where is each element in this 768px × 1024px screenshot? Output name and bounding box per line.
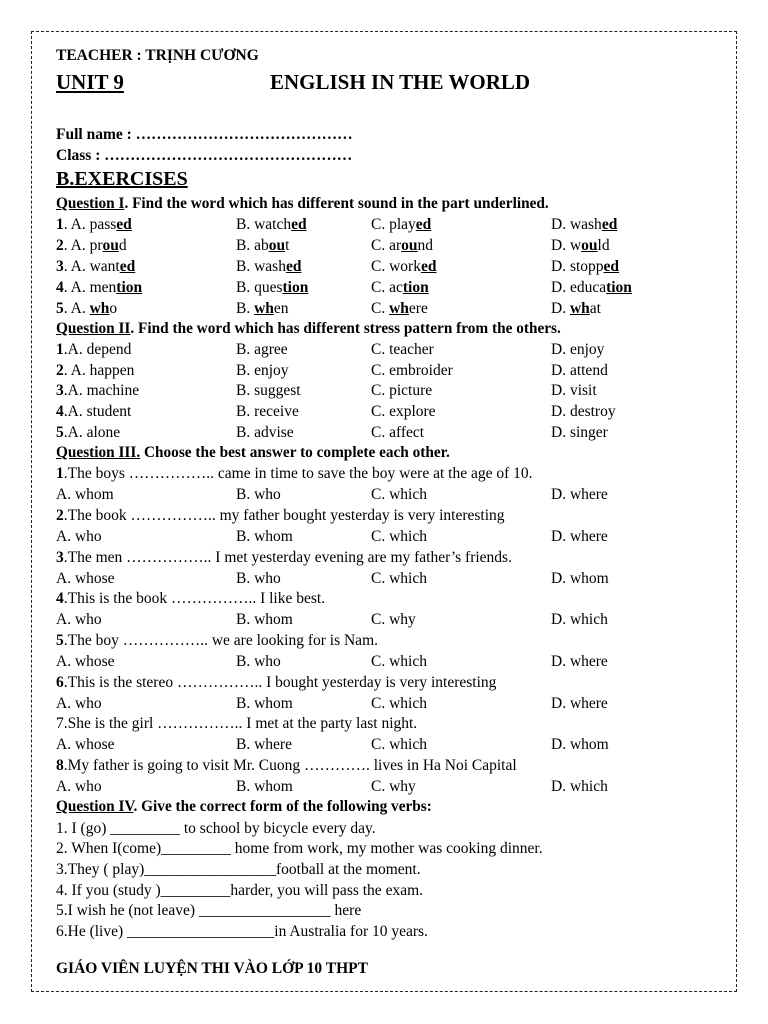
q3-stem: 8.My father is going to visit Mr. Cuong …………. lives in Ha Noi Capital bbox=[56, 757, 517, 774]
q1-option: 5. A. who bbox=[56, 300, 118, 317]
teacher-name: TEACHER : TRỊNH CƯƠNG bbox=[56, 47, 259, 64]
q3-option: A. who bbox=[56, 778, 102, 795]
class-line: Class : ………………………………………… bbox=[56, 147, 353, 164]
q3-options-row bbox=[0, 528, 768, 549]
q1-option: B. washed bbox=[236, 258, 302, 275]
q1-option: D. stopped bbox=[551, 258, 620, 275]
q3-option: A. who bbox=[56, 611, 102, 628]
q3-stem: 5.The boy …………….. we are looking for is Nam. bbox=[56, 632, 378, 649]
q2-row bbox=[0, 403, 768, 424]
q3-option: B. who bbox=[236, 486, 281, 503]
q2-option: B. suggest bbox=[236, 382, 301, 399]
q2-option: C. embroider bbox=[371, 362, 453, 379]
q3-option: D. where bbox=[551, 528, 608, 545]
q2-option: C. affect bbox=[371, 424, 425, 441]
q2-option: D. enjoy bbox=[551, 341, 605, 358]
q2-option: D. visit bbox=[551, 382, 597, 399]
q3-options-row bbox=[0, 653, 768, 674]
q3-option: D. whom bbox=[551, 736, 609, 753]
q1-row bbox=[0, 279, 768, 300]
q2-option: 2. A. happen bbox=[56, 362, 135, 379]
q1-row bbox=[0, 300, 768, 321]
q3-option: C. which bbox=[371, 528, 427, 545]
question-3-text: Choose the best answer to complete each other. bbox=[140, 444, 450, 461]
q3-stem: 2.The book …………….. my father bought yesterday is very interesting bbox=[56, 507, 505, 524]
question-4-label: Question IV bbox=[56, 798, 134, 815]
q3-option: B. who bbox=[236, 570, 281, 587]
q3-option: D. where bbox=[551, 695, 608, 712]
q3-options-row bbox=[0, 695, 768, 716]
q2-option: D. attend bbox=[551, 362, 608, 379]
q3-option: C. which bbox=[371, 570, 427, 587]
q1-option: B. watched bbox=[236, 216, 307, 233]
q2-option: B. enjoy bbox=[236, 362, 289, 379]
q3-option: D. where bbox=[551, 653, 608, 670]
question-1-label: Question I bbox=[56, 195, 125, 212]
q4-line: 1. I (go) _________ to school by bicycle every day. bbox=[56, 820, 376, 837]
q1-option: 3. A. wanted bbox=[56, 258, 136, 275]
q3-option: C. which bbox=[371, 736, 427, 753]
q3-option: B. whom bbox=[236, 611, 293, 628]
q2-row bbox=[0, 341, 768, 362]
q1-option: B. about bbox=[236, 237, 290, 254]
q4-line: 5.I wish he (not leave) _________________ here bbox=[56, 902, 362, 919]
unit-number: UNIT 9 bbox=[56, 70, 124, 94]
q1-option: D. education bbox=[551, 279, 632, 296]
question-3-label: Question III. bbox=[56, 444, 141, 461]
q1-option: 2. A. proud bbox=[56, 237, 127, 254]
q1-option: C. where bbox=[371, 300, 428, 317]
q2-option: 5.A. alone bbox=[56, 424, 121, 441]
q1-option: B. when bbox=[236, 300, 289, 317]
q3-options-row bbox=[0, 778, 768, 799]
q2-row bbox=[0, 424, 768, 445]
q3-option: D. which bbox=[551, 611, 608, 628]
q2-row bbox=[0, 382, 768, 403]
q3-option: A. whose bbox=[56, 736, 115, 753]
question-1-text: . Find the word which has different sound in the part underlined. bbox=[124, 195, 549, 212]
q2-option: 1.A. depend bbox=[56, 341, 132, 358]
q2-option: D. destroy bbox=[551, 403, 616, 420]
q2-option: 4.A. student bbox=[56, 403, 132, 420]
q1-option: 1. A. passed bbox=[56, 216, 132, 233]
q3-option: B. who bbox=[236, 653, 281, 670]
q1-option: C. action bbox=[371, 279, 429, 296]
unit-title: ENGLISH IN THE WORLD bbox=[270, 70, 531, 94]
q3-option: B. whom bbox=[236, 695, 293, 712]
q2-option: C. teacher bbox=[371, 341, 434, 358]
question-2-text: . Find the word which has different stress pattern from the others. bbox=[130, 320, 561, 337]
q3-option: A. who bbox=[56, 528, 102, 545]
q3-option: D. which bbox=[551, 778, 608, 795]
q3-options-row bbox=[0, 570, 768, 591]
q4-line: 3.They ( play)_________________football at the moment. bbox=[56, 861, 421, 878]
q3-option: D. whom bbox=[551, 570, 609, 587]
question-4-heading bbox=[56, 798, 432, 816]
q3-option: A. whose bbox=[56, 570, 115, 587]
q2-option: B. advise bbox=[236, 424, 294, 441]
full-name-line: Full name : …………………………………… bbox=[56, 126, 353, 143]
q1-option: D. washed bbox=[551, 216, 618, 233]
q1-option: D. would bbox=[551, 237, 610, 254]
q3-stem: 1.The boys …………….. came in time to save the boy were at the age of 10. bbox=[56, 465, 533, 482]
question-4-text: . Give the correct form of the following verbs: bbox=[133, 798, 432, 815]
q3-option: C. which bbox=[371, 486, 427, 503]
q1-row bbox=[0, 216, 768, 237]
q3-option: D. where bbox=[551, 486, 608, 503]
footer-text: GIÁO VIÊN LUYỆN THI VÀO LỚP 10 THPT bbox=[56, 960, 368, 977]
q2-option: C. explore bbox=[371, 403, 436, 420]
question-3-heading bbox=[56, 444, 450, 462]
question-1-heading bbox=[56, 195, 549, 213]
q3-option: A. who bbox=[56, 695, 102, 712]
q3-options-row bbox=[0, 486, 768, 507]
q2-option: C. picture bbox=[371, 382, 433, 399]
q3-option: C. which bbox=[371, 695, 427, 712]
q1-option: C. played bbox=[371, 216, 432, 233]
q1-option: 4. A. mention bbox=[56, 279, 143, 296]
q3-stem: 7.She is the girl …………….. I met at the party last night. bbox=[56, 715, 418, 732]
q1-option: B. question bbox=[236, 279, 309, 296]
q3-stem: 6.This is the stereo …………….. I bought yesterday is very interesting bbox=[56, 674, 497, 691]
q4-line: 6.He (live) ___________________in Australia for 10 years. bbox=[56, 923, 428, 940]
q3-option: A. whose bbox=[56, 653, 115, 670]
q1-row bbox=[0, 237, 768, 258]
q1-option: C. worked bbox=[371, 258, 437, 275]
q3-option: B. whom bbox=[236, 778, 293, 795]
q3-stem: 3.The men …………….. I met yesterday evening are my father’s friends. bbox=[56, 549, 512, 566]
question-2-label: Question II bbox=[56, 320, 131, 337]
q2-option: 3.A. machine bbox=[56, 382, 140, 399]
q3-stem: 4.This is the book …………….. I like best. bbox=[56, 590, 326, 607]
q3-options-row bbox=[0, 611, 768, 632]
q3-option: C. why bbox=[371, 611, 416, 628]
q3-options-row bbox=[0, 736, 768, 757]
q1-row bbox=[0, 258, 768, 279]
q2-option: B. receive bbox=[236, 403, 299, 420]
q1-option: C. around bbox=[371, 237, 434, 254]
question-2-heading bbox=[56, 320, 561, 338]
q3-option: B. where bbox=[236, 736, 292, 753]
q3-option: C. which bbox=[371, 653, 427, 670]
section-title: B.EXERCISES bbox=[56, 168, 188, 190]
q2-option: D. singer bbox=[551, 424, 608, 441]
q2-option: B. agree bbox=[236, 341, 288, 358]
q2-row bbox=[0, 362, 768, 383]
q3-option: A. whom bbox=[56, 486, 114, 503]
q1-option: D. what bbox=[551, 300, 601, 317]
q4-line: 4. If you (study )_________harder, you will pass the exam. bbox=[56, 882, 424, 899]
q4-line: 2. When I(come)_________ home from work, my mother was cooking dinner. bbox=[56, 840, 543, 857]
q3-option: C. why bbox=[371, 778, 416, 795]
q3-option: B. whom bbox=[236, 528, 293, 545]
